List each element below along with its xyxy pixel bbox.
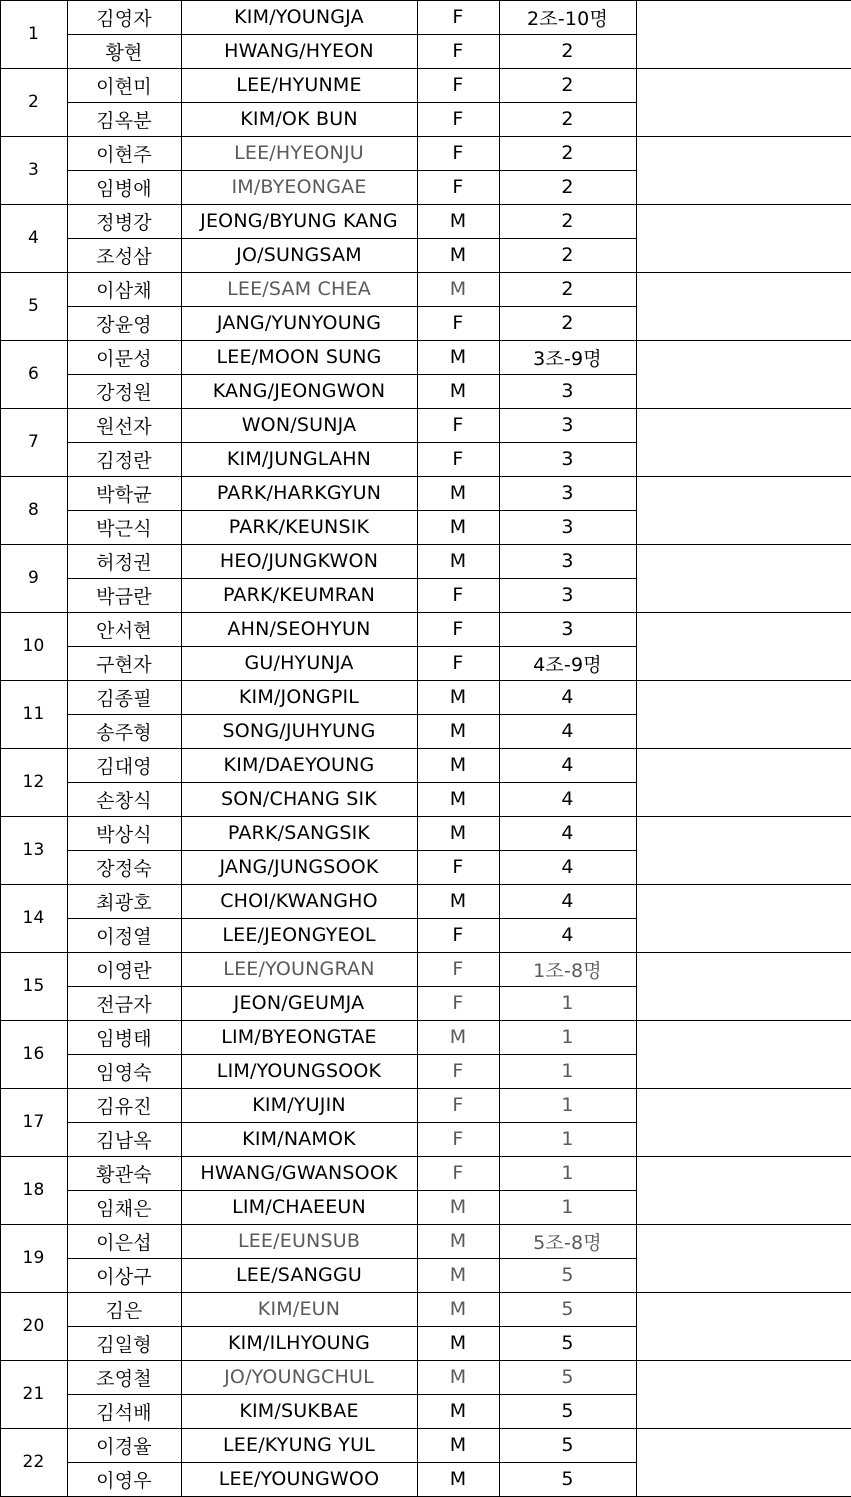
grid-line [67, 986, 636, 987]
team-cell: 3 [561, 482, 574, 504]
korean-name-cell: 이영란 [96, 959, 152, 982]
english-name-cell: KIM/OK BUN [240, 108, 358, 130]
korean-name-cell: 이은섭 [96, 1231, 152, 1254]
team-cell: 1 [561, 1128, 574, 1150]
english-name-cell: HWANG/GWANSOOK [200, 1162, 398, 1184]
english-name-cell: LIM/BYEONGTAE [221, 1026, 377, 1048]
gender-cell: M [449, 1264, 467, 1286]
gender-cell: M [449, 822, 467, 844]
team-cell: 5 [561, 1264, 574, 1286]
group-number-cell: 22 [22, 1452, 45, 1472]
korean-name-cell: 이삼채 [96, 279, 152, 302]
english-name-cell: PARK/SANGSIK [227, 822, 371, 844]
english-name-cell: KIM/JUNGLAHN [226, 448, 372, 470]
gender-cell: M [449, 210, 467, 232]
english-name-cell: JEON/GEUMJA [233, 992, 365, 1014]
english-name-cell: IM/BYEONGAE [231, 176, 367, 198]
korean-name-cell: 김정란 [96, 449, 152, 472]
team-cell: 3 [561, 550, 574, 572]
team-cell: 2 [561, 210, 574, 232]
english-name-cell: PARK/KEUMRAN [222, 584, 376, 606]
korean-name-cell: 손창식 [96, 789, 152, 812]
team-cell: 2 [561, 176, 574, 198]
gender-cell: M [449, 550, 467, 572]
team-cell: 1 [561, 1094, 574, 1116]
english-name-cell: JANG/JUNGSOOK [219, 856, 379, 878]
grid-line [67, 442, 636, 443]
english-name-cell: LEE/YOUNGRAN [223, 958, 375, 980]
team-cell: 3 [561, 584, 574, 606]
korean-name-cell: 김영자 [96, 7, 152, 30]
team-cell: 2조-10명 [526, 7, 609, 30]
gender-cell: F [452, 312, 464, 334]
english-name-cell: KIM/NAMOK [242, 1128, 356, 1150]
english-name-cell: LEE/YOUNGWOO [218, 1468, 380, 1490]
english-name-cell: AHN/SEOHYUN [227, 618, 371, 640]
korean-name-cell: 김석배 [96, 1401, 152, 1424]
english-name-cell: SON/CHANG SIK [221, 788, 377, 810]
gender-cell: F [452, 584, 464, 606]
team-cell: 5 [561, 1298, 574, 1320]
english-name-cell: LEE/MOON SUNG [216, 346, 382, 368]
team-cell: 4 [561, 890, 574, 912]
team-cell: 2 [561, 108, 574, 130]
group-number-cell: 10 [22, 636, 45, 656]
english-name-cell: LEE/EUNSUB [237, 1230, 361, 1252]
team-cell: 3조-9명 [533, 347, 602, 370]
group-number-cell: 19 [22, 1248, 45, 1268]
gender-cell: M [449, 1366, 467, 1388]
english-name-cell: KIM/SUKBAE [239, 1400, 359, 1422]
gender-cell: F [452, 1128, 464, 1150]
team-cell: 2 [561, 278, 574, 300]
grid-line [67, 306, 636, 307]
grid-line [67, 918, 636, 919]
korean-name-cell: 임병태 [96, 1027, 152, 1050]
korean-name-cell: 안서현 [96, 619, 152, 642]
gender-cell: M [449, 1026, 467, 1048]
korean-name-cell: 임병애 [96, 177, 152, 200]
korean-name-cell: 김은 [105, 1299, 143, 1322]
english-name-cell: LEE/KYUNG YUL [223, 1434, 375, 1456]
team-cell: 1조-8명 [533, 959, 602, 982]
team-cell: 5조-8명 [533, 1231, 602, 1254]
grid-line [67, 1258, 636, 1259]
english-name-cell: HEO/JUNGKWON [219, 550, 379, 572]
gender-cell: F [452, 6, 464, 28]
korean-name-cell: 김남옥 [96, 1129, 152, 1152]
korean-name-cell: 장정숙 [96, 857, 152, 880]
grid-line [67, 1394, 636, 1395]
english-name-cell: JEONG/BYUNG KANG [200, 210, 398, 232]
team-cell: 3 [561, 380, 574, 402]
korean-name-cell: 강정원 [96, 381, 152, 404]
english-name-cell: LEE/HYEONJU [234, 142, 364, 164]
english-name-cell: GU/HYUNJA [244, 652, 354, 674]
team-cell: 4 [561, 856, 574, 878]
english-name-cell: LEE/JEONGYEOL [222, 924, 376, 946]
team-cell: 1 [561, 1026, 574, 1048]
gender-cell: M [449, 346, 467, 368]
grid-line [67, 714, 636, 715]
gender-cell: M [449, 720, 467, 742]
korean-name-cell: 박학균 [96, 483, 152, 506]
grid-line [67, 850, 636, 851]
english-name-cell: KIM/EUN [257, 1298, 341, 1320]
grid-line [67, 34, 636, 35]
team-cell: 2 [561, 40, 574, 62]
group-number-cell: 7 [27, 432, 40, 452]
korean-name-cell: 장윤영 [96, 313, 152, 336]
korean-name-cell: 김일형 [96, 1333, 152, 1356]
korean-name-cell: 황관숙 [96, 1163, 152, 1186]
english-name-cell: LIM/YOUNGSOOK [216, 1060, 382, 1082]
team-cell: 3 [561, 516, 574, 538]
grid-line [67, 1462, 636, 1463]
korean-name-cell: 구현자 [96, 653, 152, 676]
team-cell: 2 [561, 74, 574, 96]
grid-line [67, 1054, 636, 1055]
gender-cell: M [449, 278, 467, 300]
korean-name-cell: 전금자 [96, 993, 152, 1016]
gender-cell: F [452, 414, 464, 436]
team-cell: 4 [561, 686, 574, 708]
korean-name-cell: 이정열 [96, 925, 152, 948]
group-number-cell: 18 [22, 1180, 45, 1200]
korean-name-cell: 이경율 [96, 1435, 152, 1458]
korean-name-cell: 박상식 [96, 823, 152, 846]
team-cell: 4 [561, 754, 574, 776]
group-number-cell: 2 [27, 92, 40, 112]
korean-name-cell: 이영우 [96, 1469, 152, 1492]
english-name-cell: KIM/YOUNGJA [234, 6, 364, 28]
grid-line [67, 238, 636, 239]
gender-cell: F [452, 856, 464, 878]
gender-cell: F [452, 992, 464, 1014]
team-cell: 4 [561, 822, 574, 844]
group-number-cell: 21 [22, 1384, 45, 1404]
gender-cell: M [449, 1196, 467, 1218]
gender-cell: F [452, 74, 464, 96]
gender-cell: F [452, 142, 464, 164]
korean-name-cell: 황현 [105, 41, 143, 64]
english-name-cell: WON/SUNJA [241, 414, 357, 436]
gender-cell: F [452, 652, 464, 674]
gender-cell: F [452, 40, 464, 62]
team-cell: 5 [561, 1400, 574, 1422]
grid-line [67, 1190, 636, 1191]
korean-name-cell: 이현주 [96, 143, 152, 166]
gender-cell: M [449, 788, 467, 810]
english-name-cell: KIM/DAEYOUNG [223, 754, 375, 776]
grid-line [67, 374, 636, 375]
team-cell: 1 [561, 1060, 574, 1082]
gender-cell: M [449, 482, 467, 504]
gender-cell: M [449, 1400, 467, 1422]
english-name-cell: KIM/JONGPIL [238, 686, 360, 708]
korean-name-cell: 김종필 [96, 687, 152, 710]
gender-cell: F [452, 958, 464, 980]
korean-name-cell: 조성삼 [96, 245, 152, 268]
gender-cell: F [452, 176, 464, 198]
gender-cell: M [449, 1332, 467, 1354]
team-cell: 5 [561, 1332, 574, 1354]
group-number-cell: 13 [22, 840, 45, 860]
english-name-cell: LEE/SANGGU [236, 1264, 362, 1286]
korean-name-cell: 김옥분 [96, 109, 152, 132]
group-number-cell: 14 [22, 908, 45, 928]
korean-name-cell: 임채은 [96, 1197, 152, 1220]
gender-cell: M [449, 1298, 467, 1320]
group-number-cell: 5 [27, 296, 40, 316]
grid-line [67, 102, 636, 103]
korean-name-cell: 정병강 [96, 211, 152, 234]
korean-name-cell: 임영숙 [96, 1061, 152, 1084]
team-cell: 2 [561, 312, 574, 334]
english-name-cell: LEE/SAM CHEA [227, 278, 371, 300]
team-cell: 4 [561, 788, 574, 810]
group-number-cell: 20 [22, 1316, 45, 1336]
korean-name-cell: 허정권 [96, 551, 152, 574]
english-name-cell: JANG/YUNYOUNG [216, 312, 382, 334]
korean-name-cell: 송주형 [96, 721, 152, 744]
grid-line [67, 1122, 636, 1123]
group-number-cell: 17 [22, 1112, 45, 1132]
english-name-cell: KANG/JEONGWON [212, 380, 386, 402]
grid-line [67, 782, 636, 783]
english-name-cell: JO/YOUNGCHUL [224, 1366, 374, 1388]
gender-cell: M [449, 1434, 467, 1456]
english-name-cell: HWANG/HYEON [224, 40, 374, 62]
gender-cell: M [449, 1230, 467, 1252]
korean-name-cell: 김대영 [96, 755, 152, 778]
grid-line [67, 170, 636, 171]
team-cell: 4 [561, 720, 574, 742]
gender-cell: F [452, 924, 464, 946]
gender-cell: M [449, 380, 467, 402]
team-cell: 1 [561, 1196, 574, 1218]
gender-cell: F [452, 1162, 464, 1184]
team-cell: 1 [561, 992, 574, 1014]
korean-name-cell: 이상구 [96, 1265, 152, 1288]
team-cell: 5 [561, 1434, 574, 1456]
team-cell: 1 [561, 1162, 574, 1184]
korean-name-cell: 박금란 [96, 585, 152, 608]
gender-cell: M [449, 754, 467, 776]
english-name-cell: LEE/HYUNME [236, 74, 362, 96]
group-number-cell: 16 [22, 1044, 45, 1064]
english-name-cell: SONG/JUHYUNG [222, 720, 376, 742]
gender-cell: M [449, 890, 467, 912]
gender-cell: M [449, 516, 467, 538]
english-name-cell: KIM/YUJIN [252, 1094, 346, 1116]
korean-name-cell: 최광호 [96, 891, 152, 914]
grid-line [67, 510, 636, 511]
english-name-cell: JO/SUNGSAM [236, 244, 362, 266]
group-number-cell: 12 [22, 772, 45, 792]
gender-cell: F [452, 1060, 464, 1082]
group-number-cell: 9 [27, 568, 40, 588]
team-cell: 4 [561, 924, 574, 946]
gender-cell: M [449, 1468, 467, 1490]
gender-cell: F [452, 448, 464, 470]
korean-name-cell: 김유진 [96, 1095, 152, 1118]
gender-cell: F [452, 108, 464, 130]
gender-cell: F [452, 1094, 464, 1116]
team-cell: 3 [561, 448, 574, 470]
english-name-cell: PARK/HARKGYUN [216, 482, 382, 504]
group-number-cell: 4 [27, 228, 40, 248]
team-cell: 5 [561, 1366, 574, 1388]
korean-name-cell: 원선자 [96, 415, 152, 438]
grid-line [67, 1326, 636, 1327]
group-number-cell: 8 [27, 500, 40, 520]
gender-cell: F [452, 618, 464, 640]
gender-cell: M [449, 686, 467, 708]
english-name-cell: LIM/CHAEEUN [232, 1196, 366, 1218]
english-name-cell: PARK/KEUNSIK [228, 516, 370, 538]
english-name-cell: KIM/ILHYOUNG [227, 1332, 371, 1354]
grid-line [67, 646, 636, 647]
english-name-cell: CHOI/KWANGHO [220, 890, 378, 912]
korean-name-cell: 이문성 [96, 347, 152, 370]
group-number-cell: 1 [27, 24, 40, 44]
korean-name-cell: 이현미 [96, 75, 152, 98]
team-cell: 2 [561, 142, 574, 164]
korean-name-cell: 조영철 [96, 1367, 152, 1390]
group-number-cell: 3 [27, 160, 40, 180]
team-cell: 3 [561, 618, 574, 640]
team-cell: 3 [561, 414, 574, 436]
group-number-cell: 6 [27, 364, 40, 384]
gender-cell: M [449, 244, 467, 266]
team-cell: 2 [561, 244, 574, 266]
team-cell: 5 [561, 1468, 574, 1490]
group-number-cell: 15 [22, 976, 45, 996]
grid-line [67, 578, 636, 579]
korean-name-cell: 박근식 [96, 517, 152, 540]
group-number-cell: 11 [22, 704, 45, 724]
team-cell: 4조-9명 [533, 653, 602, 676]
